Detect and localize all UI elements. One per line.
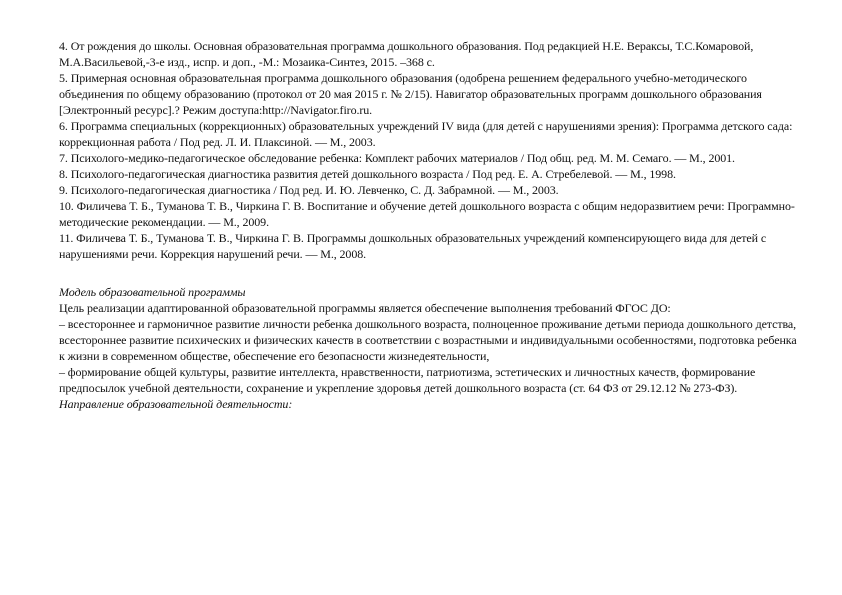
reference-item-8: 8. Психолого-педагогическая диагностика развития детей дошкольного возраста / Под ред. Е. А. Стребелевой. — М., 1998. <box>59 167 676 181</box>
reference-list <box>59 38 802 262</box>
section-spacer <box>59 262 802 284</box>
model-intro: Цель реализации адаптированной образовательной программы является обеспечение выполнения требований ФГОС ДО: <box>59 301 671 315</box>
model-heading: Модель образовательной программы <box>59 285 246 299</box>
model-goal-item-1: – всестороннее и гармоничное развитие личности ребенка дошкольного возраста, полноценное проживание детьми периода дошкольного детства, всестороннее развитие психических и физических качеств в соответствии с возрастными и индивидуальными особенностями, подготовка ребенка к жизни в современном обществе, обеспечение его безопасности жизнедеятельности, <box>59 317 797 363</box>
reference-item-6: 6. Программа специальных (коррекционных) образовательных учреждений IV вида (для детей с нарушениями зрения): Программа детского сада: коррекционная работа / Под ред. Л. И. Плаксиной. — М., 2003. <box>59 119 793 149</box>
reference-item-7: 7. Психолого-медико-педагогическое обследование ребенка: Комплект рабочих материалов / Под общ. ред. М. М. Семаго. — М., 2001. <box>59 151 735 165</box>
reference-item-11: 11. Филичева Т. Б., Туманова Т. В., Чиркина Г. В. Программы дошкольных образовательных учреждений компенсирующего вида для детей с нарушениями речи. Коррекция нарушений речи. — М., 2008. <box>59 231 767 261</box>
reference-item-4: 4. От рождения до школы. Основная образовательная программа дошкольного образования. Под редакцией Н.Е. Вераксы, Т.С.Комаровой, М.А.Васильевой,-3-е изд., испр. и доп., -М.: Мозаика-Синтез, 2015. –368 с. <box>59 39 754 69</box>
reference-item-10: 10. Филичева Т. Б., Туманова Т. В., Чиркина Г. В. Воспитание и обучение детей дошкольного возраста с общим недоразвитием речи: Программно-методические рекомендации. — М., 2009. <box>59 199 795 229</box>
model-goal-item-2: – формирование общей культуры, развитие интеллекта, нравственности, патриотизма, эстетических и личностных качеств, формирование предпосылок учебной деятельности, сохранение и укрепление здоровья детей дошкольного возраста (ст. 64 ФЗ от 29.12.12 № 273-ФЗ). <box>59 365 756 395</box>
direction-heading: Направление образовательной деятельности: <box>59 397 293 411</box>
reference-item-5: 5. Примерная основная образовательная программа дошкольного образования (одобрена решением федерального учебно-методического объединения по общему образованию (протокол от 20 мая 2015 г. № 2/15). Навигатор образовательных программ дошкольного образования [Электронный ресурс].? Режим доступа:http://Navigator.firo.ru. <box>59 71 762 117</box>
reference-item-9: 9. Психолого-педагогическая диагностика / Под ред. И. Ю. Левченко, С. Д. Забрамной. — М., 2003. <box>59 183 559 197</box>
model-section <box>59 284 802 412</box>
